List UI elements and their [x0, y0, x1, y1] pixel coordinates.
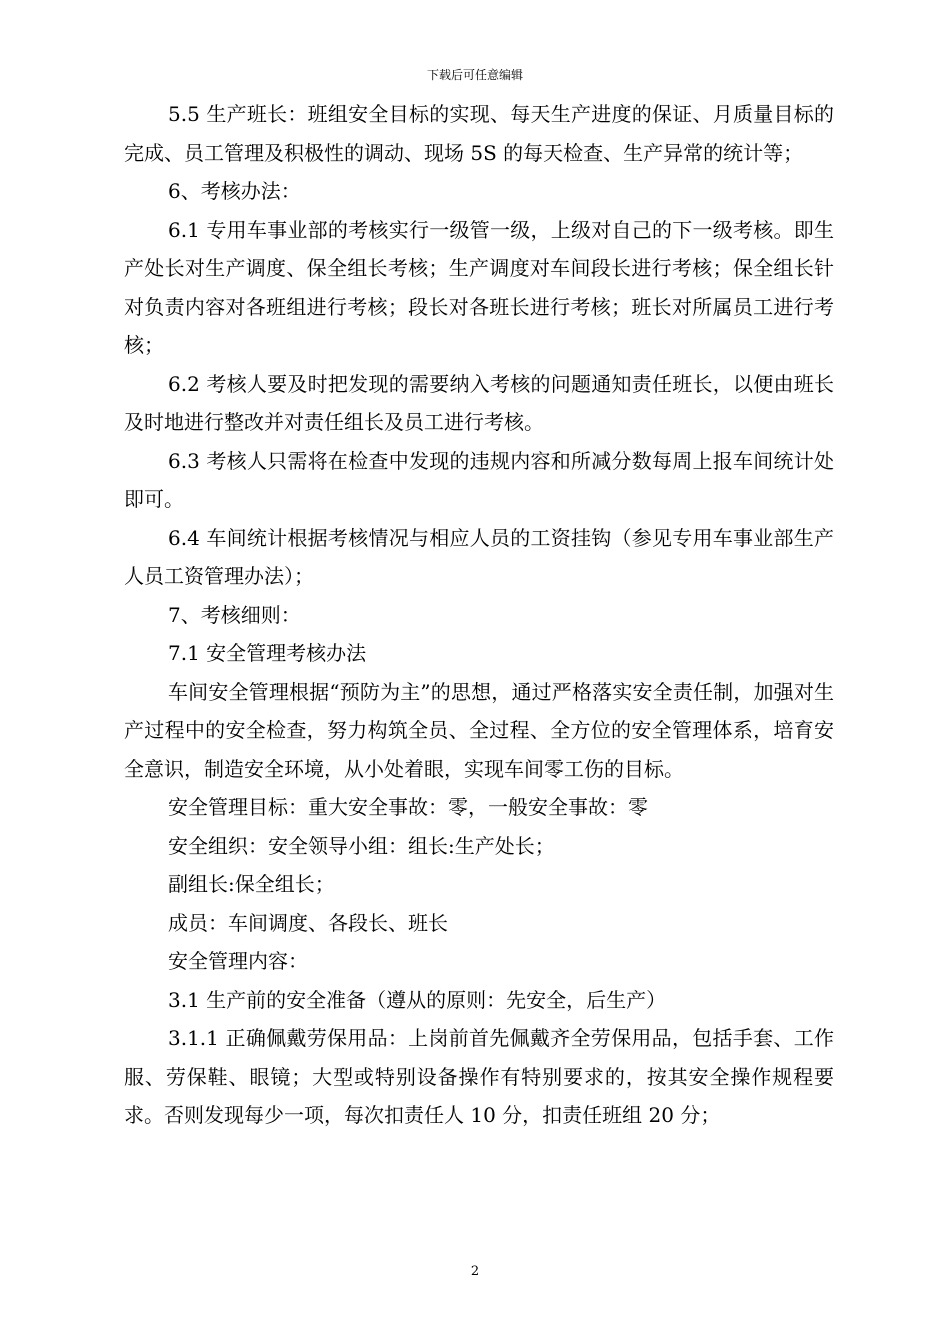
heading-6-assessment-method: 6、考核办法：: [168, 179, 301, 203]
paragraph-safety-content: 安全管理内容：: [168, 949, 308, 973]
paragraph-3-1-1: 3.1.1 正确佩戴劳保用品：上岗前首先佩戴齐全劳保用品，包括手套、工作服、劳保鞋、眼镜；大型或特别设备操作有特别要求的，按其安全操作规程要求。否则发现每少一项，每次扣责任人 10 分，扣责任班组 20 分；: [124, 1026, 834, 1127]
paragraph-safety-target: 安全管理目标：重大安全事故：零，一般安全事故：零: [168, 795, 648, 819]
document-body: [124, 95, 834, 1135]
paragraph-6-2: 6.2 考核人要及时把发现的需要纳入考核的问题通知责任班长，以便由班长及时地进行整改并对责任组长及员工进行考核。: [124, 371, 834, 434]
paragraph-6-4: 6.4 车间统计根据考核情况与相应人员的工资挂钩（参见专用车事业部生产人员工资管理办法）；: [124, 525, 834, 588]
page-header: 下载后可任意编辑: [426, 68, 523, 82]
paragraph-safety-organization: 安全组织：安全领导小组：组长:生产处长；: [168, 833, 555, 858]
heading-7-assessment-rules: 7、考核细则：: [168, 602, 301, 627]
paragraph-safety-principle: 车间安全管理根据“预防为主”的思想，通过严格落实安全责任制，加强对生产过程中的安全检查，努力构筑全员、全过程、全方位的安全管理体系，培育安全意识，制造安全环境，从小处着眼，实现车间零工伤的目标。: [124, 679, 834, 781]
paragraph-6-1: 6.1 专用车事业部的考核实行一级管一级，上级对自己的下一级考核。即生产处长对生产调度、保全组长考核；生产调度对车间段长进行考核；保全组长针对负责内容对各班组进行考核；段长对各班长进行考核；班长对所属员工进行考核；: [124, 217, 834, 357]
paragraph-3-1: 3.1 生产前的安全准备（遵从的原则：先安全，后生产）: [168, 987, 667, 1012]
paragraph-members: 成员：车间调度、各段长、班长: [168, 910, 448, 935]
paragraph-deputy-leader: 副组长:保全组长；: [168, 872, 335, 896]
page-number: 2: [470, 1264, 480, 1279]
paragraph-5-5-production-team-leader: 5.5 生产班长：班组安全目标的实现、每天生产进度的保证、月质量目标的完成、员工管理及积极性的调动、现场 5S 的每天检查、生产异常的统计等；: [124, 102, 834, 165]
paragraph-6-3: 6.3 考核人只需将在检查中发现的违规内容和所减分数每周上报车间统计处即可。: [124, 448, 834, 511]
heading-7-1-safety-management: 7.1 安全管理考核办法: [168, 641, 367, 665]
